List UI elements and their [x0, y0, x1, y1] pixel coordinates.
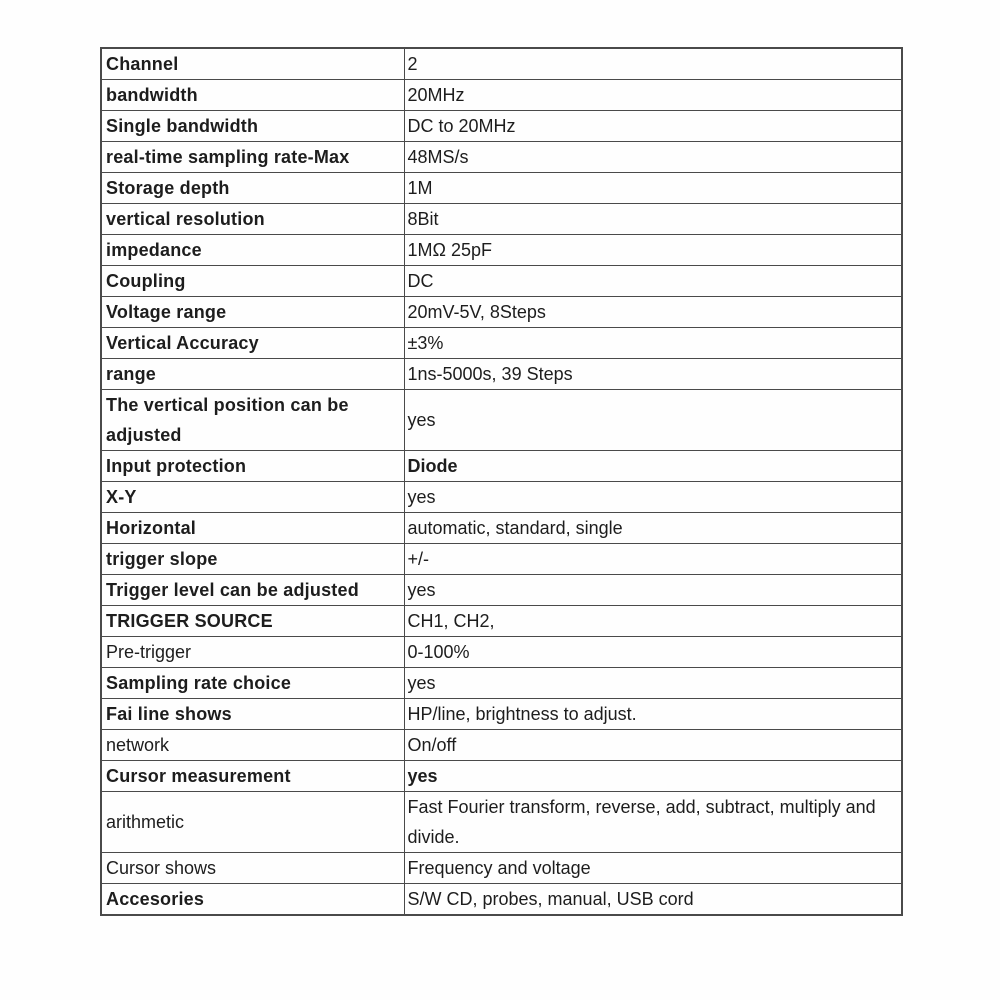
spec-label: real-time sampling rate-Max	[101, 142, 404, 173]
spec-label: Fai line shows	[101, 699, 404, 730]
table-row	[101, 792, 902, 853]
spec-label: Storage depth	[101, 173, 404, 204]
spec-value: 1M	[404, 173, 902, 204]
spec-label: Input protection	[101, 451, 404, 482]
spec-label: network	[101, 730, 404, 761]
spec-label: Cursor measurement	[101, 761, 404, 792]
spec-label: Trigger level can be adjusted	[101, 575, 404, 606]
spec-value: CH1, CH2,	[404, 606, 902, 637]
spec-label: trigger slope	[101, 544, 404, 575]
spec-label: TRIGGER SOURCE	[101, 606, 404, 637]
table-row	[101, 482, 902, 513]
spec-label: impedance	[101, 235, 404, 266]
spec-label: Cursor shows	[101, 853, 404, 884]
table-row	[101, 142, 902, 173]
spec-value: 8Bit	[404, 204, 902, 235]
spec-value: Fast Fourier transform, reverse, add, subtract, multiply and divide.	[404, 792, 902, 853]
spec-label: Vertical Accuracy	[101, 328, 404, 359]
table-row	[101, 266, 902, 297]
table-row	[101, 606, 902, 637]
spec-value: automatic, standard, single	[404, 513, 902, 544]
spec-value: DC to 20MHz	[404, 111, 902, 142]
table-row	[101, 513, 902, 544]
table-row	[101, 761, 902, 792]
spec-value: yes	[404, 482, 902, 513]
spec-value: Diode	[404, 451, 902, 482]
spec-label: range	[101, 359, 404, 390]
table-row	[101, 235, 902, 266]
table-row	[101, 204, 902, 235]
spec-value: Frequency and voltage	[404, 853, 902, 884]
spec-label: Horizontal	[101, 513, 404, 544]
spec-label: Channel	[101, 48, 404, 80]
spec-value: 20MHz	[404, 80, 902, 111]
table-row	[101, 48, 902, 80]
table-row	[101, 668, 902, 699]
spec-label: Single bandwidth	[101, 111, 404, 142]
spec-label: arithmetic	[101, 792, 404, 853]
spec-label: Voltage range	[101, 297, 404, 328]
spec-label: Accesories	[101, 884, 404, 916]
spec-value: 0-100%	[404, 637, 902, 668]
spec-value: yes	[404, 668, 902, 699]
spec-table-body	[101, 48, 902, 915]
table-row	[101, 390, 902, 451]
spec-value: On/off	[404, 730, 902, 761]
spec-value: 48MS/s	[404, 142, 902, 173]
spec-value: 20mV-5V, 8Steps	[404, 297, 902, 328]
spec-value: 1MΩ 25pF	[404, 235, 902, 266]
table-row	[101, 173, 902, 204]
table-row	[101, 699, 902, 730]
table-row	[101, 111, 902, 142]
spec-value: yes	[404, 390, 902, 451]
spec-value: +/-	[404, 544, 902, 575]
spec-label: vertical resolution	[101, 204, 404, 235]
table-row	[101, 80, 902, 111]
spec-label: The vertical position can be adjusted	[101, 390, 404, 451]
table-row	[101, 451, 902, 482]
spec-label: bandwidth	[101, 80, 404, 111]
table-row	[101, 575, 902, 606]
table-row	[101, 730, 902, 761]
table-row	[101, 544, 902, 575]
spec-label: Sampling rate choice	[101, 668, 404, 699]
table-row	[101, 853, 902, 884]
spec-value: HP/line, brightness to adjust.	[404, 699, 902, 730]
spec-label: Coupling	[101, 266, 404, 297]
table-row	[101, 328, 902, 359]
spec-value: S/W CD, probes, manual, USB cord	[404, 884, 902, 916]
spec-value: yes	[404, 761, 902, 792]
spec-label: X-Y	[101, 482, 404, 513]
spec-value: yes	[404, 575, 902, 606]
spec-value: 1ns-5000s, 39 Steps	[404, 359, 902, 390]
spec-value: DC	[404, 266, 902, 297]
table-row	[101, 637, 902, 668]
spec-table	[100, 47, 903, 916]
spec-label: Pre-trigger	[101, 637, 404, 668]
table-row	[101, 359, 902, 390]
table-row	[101, 297, 902, 328]
spec-value: 2	[404, 48, 902, 80]
table-row	[101, 884, 902, 916]
spec-value: ±3%	[404, 328, 902, 359]
